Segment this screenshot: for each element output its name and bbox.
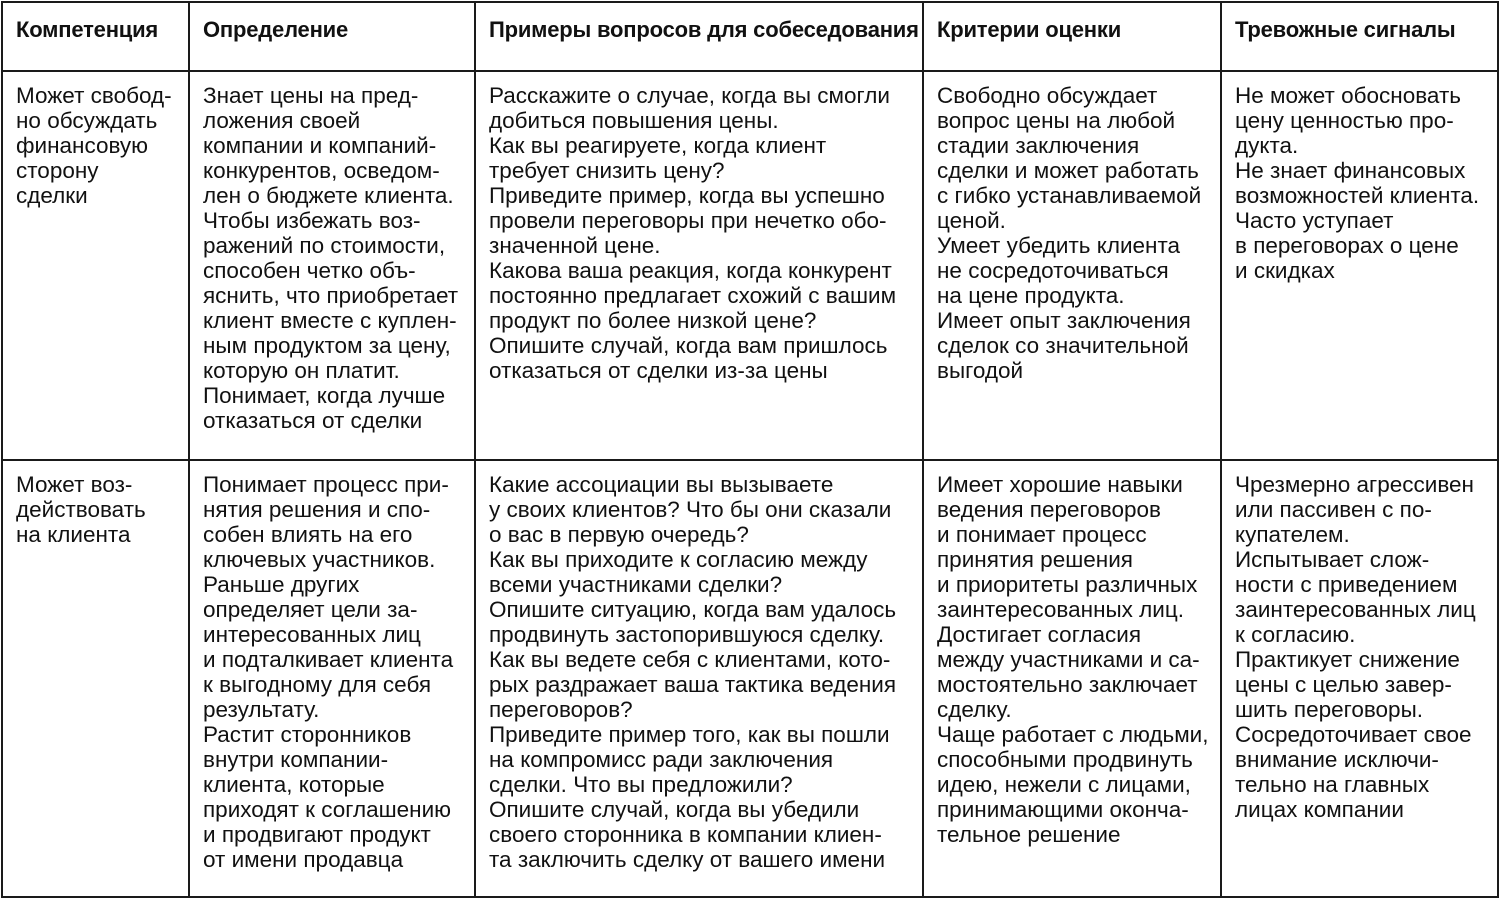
cell-text-line: Как вы ведете себя с клиентами, кото- — [489, 647, 891, 672]
cell-text-line: заинтересованных лиц. — [937, 597, 1185, 622]
cell-warning-signs — [1221, 71, 1498, 460]
cell-text-line: финансовую — [16, 133, 149, 158]
cell-text-line: Не может обосновать — [1235, 83, 1461, 108]
cell-text-line: в переговорах о цене — [1235, 233, 1459, 258]
cell-text-line: выгодой — [937, 358, 1024, 383]
header-definition: Определение — [189, 2, 475, 71]
cell-competency — [2, 71, 189, 460]
cell-text-line: ности с приведением — [1235, 572, 1458, 597]
cell-text-line: Умеет убедить клиента — [937, 233, 1181, 258]
cell-text-line: конкурентов, осведом- — [203, 158, 440, 183]
cell-text-line: ведения переговоров — [937, 497, 1161, 522]
cell-text-line: Растит сторонников — [203, 722, 412, 747]
cell-text-line: от имени продавца — [203, 847, 404, 872]
cell-text-line: вопрос цены на любой — [937, 108, 1176, 133]
cell-text-line: внутри компании- — [203, 747, 389, 772]
cell-text-line: та заключить сделку от вашего имени — [489, 847, 886, 872]
cell-text-line: сделок со значительной — [937, 333, 1189, 358]
cell-text-line: нятия решения и спо- — [203, 497, 431, 522]
cell-text-line: которую он платит. — [203, 358, 400, 383]
cell-text-line: и понимает процесс — [937, 522, 1147, 547]
cell-text-line: определяет цели за- — [203, 597, 418, 622]
cell-text-line: цены с целью завер- — [1235, 672, 1452, 697]
cell-interview-questions — [475, 460, 923, 897]
cell-text-line: способен четко объ- — [203, 258, 416, 283]
cell-text-line: Практикует снижение — [1235, 647, 1460, 672]
cell-text-line: на компромисс ради заключения — [489, 747, 834, 772]
cell-text-line: Опишите ситуацию, когда вам удалось — [489, 597, 897, 622]
cell-text-line: мостоятельно заключает — [937, 672, 1198, 697]
cell-text-line: о вас в первую очередь? — [489, 522, 749, 547]
cell-text-line: у своих клиентов? Что бы они сказали — [489, 497, 892, 522]
cell-text-line: тельное решение — [937, 822, 1121, 847]
cell-text-line: принимающими оконча- — [937, 797, 1189, 822]
cell-text-line: требует снизить цену? — [489, 158, 725, 183]
cell-definition — [189, 71, 475, 460]
cell-text-line: приходят к соглашению — [203, 797, 452, 822]
cell-text-line: рых раздражает ваша тактика ведения — [489, 672, 897, 697]
cell-text-line: Расскажите о случае, когда вы смогли — [489, 83, 890, 108]
cell-text-line: и подталкивает клиента — [203, 647, 454, 672]
header-row — [2, 2, 1498, 71]
cell-text-line: Понимает, когда лучше — [203, 383, 446, 408]
cell-text-line: к выгодному для себя — [203, 672, 432, 697]
cell-text-line: Сосредоточивает свое — [1235, 722, 1472, 747]
cell-text-line: Какова ваша реакция, когда конкурент — [489, 258, 892, 283]
cell-text-line: отказаться от сделки из-за цены — [489, 358, 828, 383]
cell-definition — [189, 460, 475, 897]
cell-text-line: продвинуть застопорившуюся сделку. — [489, 622, 885, 647]
cell-text-line: ным продуктом за цену, — [203, 333, 451, 358]
header-competency: Компетенция — [2, 2, 189, 71]
cell-text-line: собен влиять на его — [203, 522, 413, 547]
cell-text-line: или пассивен с по- — [1235, 497, 1432, 522]
cell-text-line: Какие ассоциации вы вызываете — [489, 472, 834, 497]
cell-text-line: продукт по более низкой цене? — [489, 308, 817, 333]
cell-text-line: ценой. — [937, 208, 1006, 233]
cell-text-line: на клиента — [16, 522, 131, 547]
cell-text-line: добиться повышения цены. — [489, 108, 779, 133]
cell-text-line: переговоров? — [489, 697, 633, 722]
cell-text-line: но обсуждать — [16, 108, 158, 133]
cell-text-line: на цене продукта. — [937, 283, 1125, 308]
cell-text-line: Опишите случай, когда вам пришлось — [489, 333, 888, 358]
cell-text-line: Не знает финансовых — [1235, 158, 1466, 183]
cell-text-line: и скидках — [1235, 258, 1335, 283]
cell-text-line: возможностей клиента. — [1235, 183, 1480, 208]
cell-text-line: внимание исключи- — [1235, 747, 1439, 772]
cell-text-line: Испытывает слож- — [1235, 547, 1430, 572]
cell-text-line: всеми участниками сделки? — [489, 572, 783, 597]
cell-text-line: Имеет опыт заключения — [937, 308, 1191, 333]
header-warning-signs: Тревожные сигналы — [1221, 2, 1498, 71]
cell-text-line: сделки и может работать — [937, 158, 1199, 183]
cell-text-line: результату. — [203, 697, 320, 722]
cell-text-line: цену ценностью про- — [1235, 108, 1454, 133]
cell-text-line: Свободно обсуждает — [937, 83, 1158, 108]
cell-text-line: клиента, которые — [203, 772, 385, 797]
cell-text-line: Чаще работает с людьми, — [937, 722, 1209, 747]
cell-text-line: сделку. — [937, 697, 1012, 722]
cell-text-line: Достигает согласия — [937, 622, 1142, 647]
cell-text-line: принятия решения — [937, 547, 1133, 572]
cell-text-line: способными продвинуть — [937, 747, 1193, 772]
cell-text-line: значенной цене. — [489, 233, 661, 258]
cell-text-line: яснить, что приобретает — [203, 283, 459, 308]
cell-competency — [2, 460, 189, 897]
cell-text-line: Может воз- — [16, 472, 133, 497]
cell-text-line: купателем. — [1235, 522, 1350, 547]
cell-text-line: не сосредоточиваться — [937, 258, 1169, 283]
cell-text-line: Часто уступает — [1235, 208, 1394, 233]
cell-evaluation-criteria — [923, 71, 1221, 460]
cell-text-line: лен о бюджете клиента. — [203, 183, 454, 208]
cell-text-line: Знает цены на пред- — [203, 83, 419, 108]
competency-table — [1, 1, 1499, 898]
cell-text-line: Приведите пример того, как вы пошли — [489, 722, 890, 747]
cell-text-line: интересованных лиц — [203, 622, 421, 647]
table-row — [2, 460, 1498, 897]
cell-text-line: тельно на главных — [1235, 772, 1430, 797]
cell-text-line: Чрезмерно агрессивен — [1235, 472, 1474, 497]
cell-text-line: сделки — [16, 183, 88, 208]
cell-text-line: стадии заключения — [937, 133, 1140, 158]
cell-text-line: Приведите пример, когда вы успешно — [489, 183, 885, 208]
cell-text-line: своего сторонника в компании клиен- — [489, 822, 882, 847]
cell-text-line: идею, нежели с лицами, — [937, 772, 1191, 797]
cell-text-line: постоянно предлагает схожий с вашим — [489, 283, 897, 308]
cell-text-line: сделки. Что вы предложили? — [489, 772, 793, 797]
cell-text-line: клиент вместе с куплен- — [203, 308, 457, 333]
cell-text-line: ражений по стоимости, — [203, 233, 446, 258]
cell-interview-questions — [475, 71, 923, 460]
cell-text-line: компании и компаний- — [203, 133, 437, 158]
cell-text-line: ключевых участников. — [203, 547, 436, 572]
cell-text-line: провели переговоры при нечетко обо- — [489, 208, 887, 233]
cell-text-line: ложения своей — [203, 108, 361, 133]
cell-text-line: Опишите случай, когда вы убедили — [489, 797, 860, 822]
table-row — [2, 71, 1498, 460]
cell-text-line: Как вы реагируете, когда клиент — [489, 133, 827, 158]
cell-evaluation-criteria — [923, 460, 1221, 897]
cell-text-line: Раньше других — [203, 572, 360, 597]
cell-text-line: отказаться от сделки — [203, 408, 423, 433]
cell-text-line: Как вы приходите к согласию между — [489, 547, 868, 572]
cell-text-line: Имеет хорошие навыки — [937, 472, 1183, 497]
cell-text-line: между участниками и са- — [937, 647, 1200, 672]
cell-text-line: и продвигают продукт — [203, 822, 431, 847]
cell-text-line: действовать — [16, 497, 146, 522]
cell-text-line: сторону — [16, 158, 99, 183]
cell-text-line: Понимает процесс при- — [203, 472, 449, 497]
cell-text-line: к согласию. — [1235, 622, 1356, 647]
cell-text-line: лицах компании — [1235, 797, 1404, 822]
cell-text-line: Может свобод- — [16, 83, 172, 108]
cell-text-line: заинтересованных лиц — [1235, 597, 1476, 622]
cell-text-line: с гибко устанавливаемой — [937, 183, 1202, 208]
cell-warning-signs — [1221, 460, 1498, 897]
cell-text-line: шить переговоры. — [1235, 697, 1423, 722]
header-evaluation-criteria: Критерии оценки — [923, 2, 1221, 71]
cell-text-line: Чтобы избежать воз- — [203, 208, 421, 233]
cell-text-line: дукта. — [1235, 133, 1299, 158]
header-interview-questions: Примеры вопросов для собеседования — [475, 2, 923, 71]
cell-text-line: и приоритеты различных — [937, 572, 1198, 597]
